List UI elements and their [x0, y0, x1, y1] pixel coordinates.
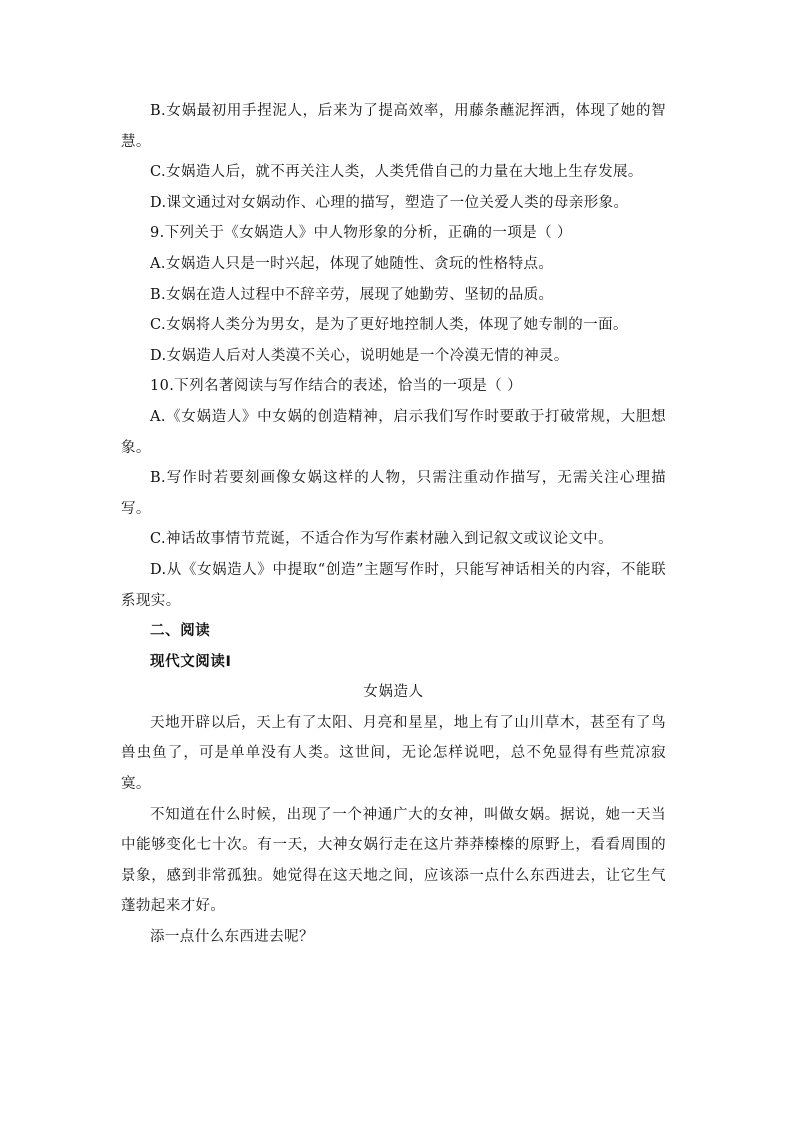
question-9-option-b: B.女娲在造人过程中不辞辛劳，展现了她勤劳、坚韧的品质。 — [150, 286, 554, 303]
question-8-option-b: B.女娲最初用手捏泥人，后来为了提高效率，用藤条蘸泥挥洒，体现了她的智慧。 — [121, 103, 666, 150]
question-10-stem: 10.下列名著阅读与写作结合的表述，恰当的一项是（ ） — [150, 378, 522, 395]
passage-title: 女娲造人 — [363, 684, 424, 701]
section-heading: 二、阅读 — [150, 623, 211, 640]
question-9-option-c: C.女娲将人类分为男女，是为了更好地控制人类，体现了她专制的一面。 — [150, 317, 628, 334]
passage-paragraph-3: 添一点什么东西进去呢？ — [150, 929, 314, 946]
question-8-option-c: C.女娲造人后，就不再关注人类，人类凭借自己的力量在大地上生存发展。 — [150, 164, 643, 181]
section-subheading: 现代文阅读Ⅰ — [150, 653, 232, 670]
page-content — [121, 96, 666, 953]
question-9-stem: 9.下列关于《女娲造人》中人物形象的分析，正确的一项是（ ） — [150, 225, 572, 242]
passage-paragraph-2: 不知道在什么时候，出现了一个神通广大的女神，叫做女娲。据说，她一天当中能够变化七十次。有一天，大神女娲行走在这片莽莽榛榛的原野上，看看周围的景象，感到非常孤独。她觉得在这天地之间，应该添一点什么东西进去，让它生气蓬勃起来才好。 — [121, 806, 666, 915]
question-9-option-d: D.女娲造人后对人类漠不关心，说明她是一个冷漠无情的神灵。 — [150, 347, 569, 364]
question-9-option-a: A.女娲造人只是一时兴起，体现了她随性、贪玩的性格特点。 — [150, 255, 554, 272]
question-10-option-c: C.神话故事情节荒诞，不适合作为写作素材融入到记叙文或议论文中。 — [150, 531, 613, 548]
question-8-option-d: D.课文通过对女娲动作、心理的描写，塑造了一位关爱人类的母亲形象。 — [150, 194, 629, 211]
question-10-option-b: B.写作时若要刻画像女娲这样的人物，只需注重动作描写，无需关注心理描写。 — [121, 470, 666, 517]
question-10-option-d: D.从《女娲造人》中提取“创造”主题写作时，只能写神话相关的内容，不能联系现实。 — [121, 561, 666, 609]
passage-paragraph-1: 天地开辟以后，天上有了太阳、月亮和星星，地上有了山川草木，甚至有了鸟兽虫鱼了，可是单单没有人类。这世间，无论怎样说吧，总不免显得有些荒凉寂寞。 — [121, 714, 666, 793]
question-10-option-a: A.《女娲造人》中女娲的创造精神，启示我们写作时要敢于打破常规，大胆想象。 — [121, 408, 666, 456]
